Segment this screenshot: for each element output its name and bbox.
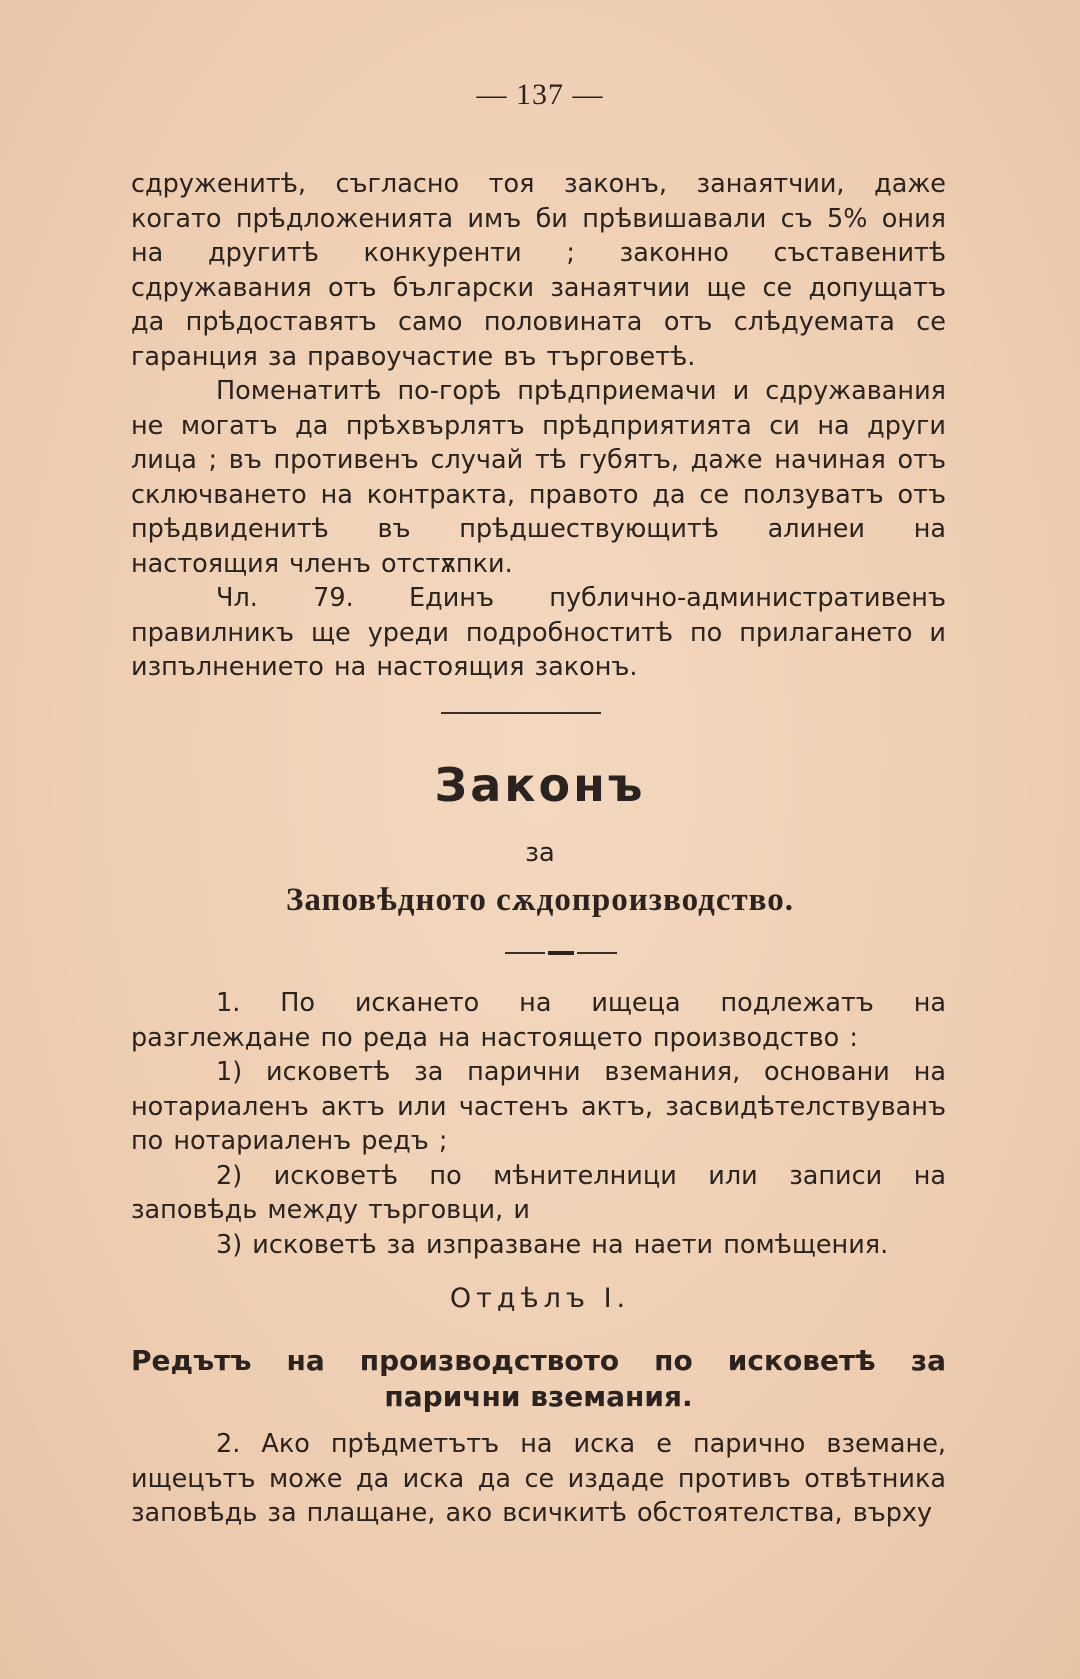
paragraph: Чл. 79. Единъ публично-административенъ правилникъ ще уреди подробноститѣ по прилагането и изпълнението на настоящия законъ. <box>131 583 946 682</box>
list-item: 2) исковетѣ по мѣнителници или записи на заповѣдь между търговци, и <box>131 1160 946 1225</box>
section-heading: Отдѣлъ I. <box>449 1283 631 1314</box>
ornament-line-left <box>505 952 545 954</box>
section-title: Редътъ на производството по исковетѣ за парични вземания. <box>131 1344 946 1413</box>
ornament-divider <box>505 951 617 955</box>
paragraph: 2. Ако прѣдметътъ на иска е парично вземане, ищецътъ може да иска да се издаде противъ отвѣтника заповѣдь за плащане, ако всичкитѣ обстоятелства, върху <box>131 1429 946 1528</box>
list-item: 3) исковетѣ за изпразване на наети помѣщения. <box>216 1229 889 1260</box>
section-divider <box>441 712 601 714</box>
bottom-text-block <box>131 1427 946 1531</box>
paragraph: 1. По искането на ищеца подлежатъ на разглеждане по реда на настоящето производство : <box>131 988 946 1053</box>
law-title: Законъ <box>434 758 646 812</box>
law-subject: Заповѣдното сѫдопроизводство. <box>285 882 795 918</box>
middle-text-block <box>131 986 946 1262</box>
top-text-block <box>131 167 946 685</box>
ornament-dash <box>548 951 574 955</box>
list-item: 1) исковетѣ за парични вземания, основани на нотариаленъ актъ или частенъ актъ, засвидѣтелствуванъ по нотариаленъ редъ ; <box>131 1057 946 1156</box>
paragraph: сдруженитѣ, съгласно тоя законъ, занаятчии, даже когато прѣдложенията имъ би прѣвишавали съ 5% ония на другитѣ конкуренти ; законно съставенитѣ сдружавания отъ български занаятчии ще се допущатъ да прѣдоставятъ само половината отъ слѣдуемата се гаранция за правоучастие въ търговетѣ. <box>131 169 946 372</box>
page-number: — 137 — <box>476 78 604 111</box>
ornament-line-right <box>577 952 617 954</box>
paragraph: Поменатитѣ по-горѣ прѣдприемачи и сдружавания не могатъ да прѣхвърлятъ прѣдприятията си на други лица ; въ противенъ случай тѣ губятъ, даже начиная отъ сключването на контракта, правото да се ползуватъ отъ прѣдвиденитѣ въ прѣдшествующитѣ алинеи на настоящия членъ отстѫпки. <box>131 376 946 579</box>
law-title-preposition: за <box>525 838 555 868</box>
